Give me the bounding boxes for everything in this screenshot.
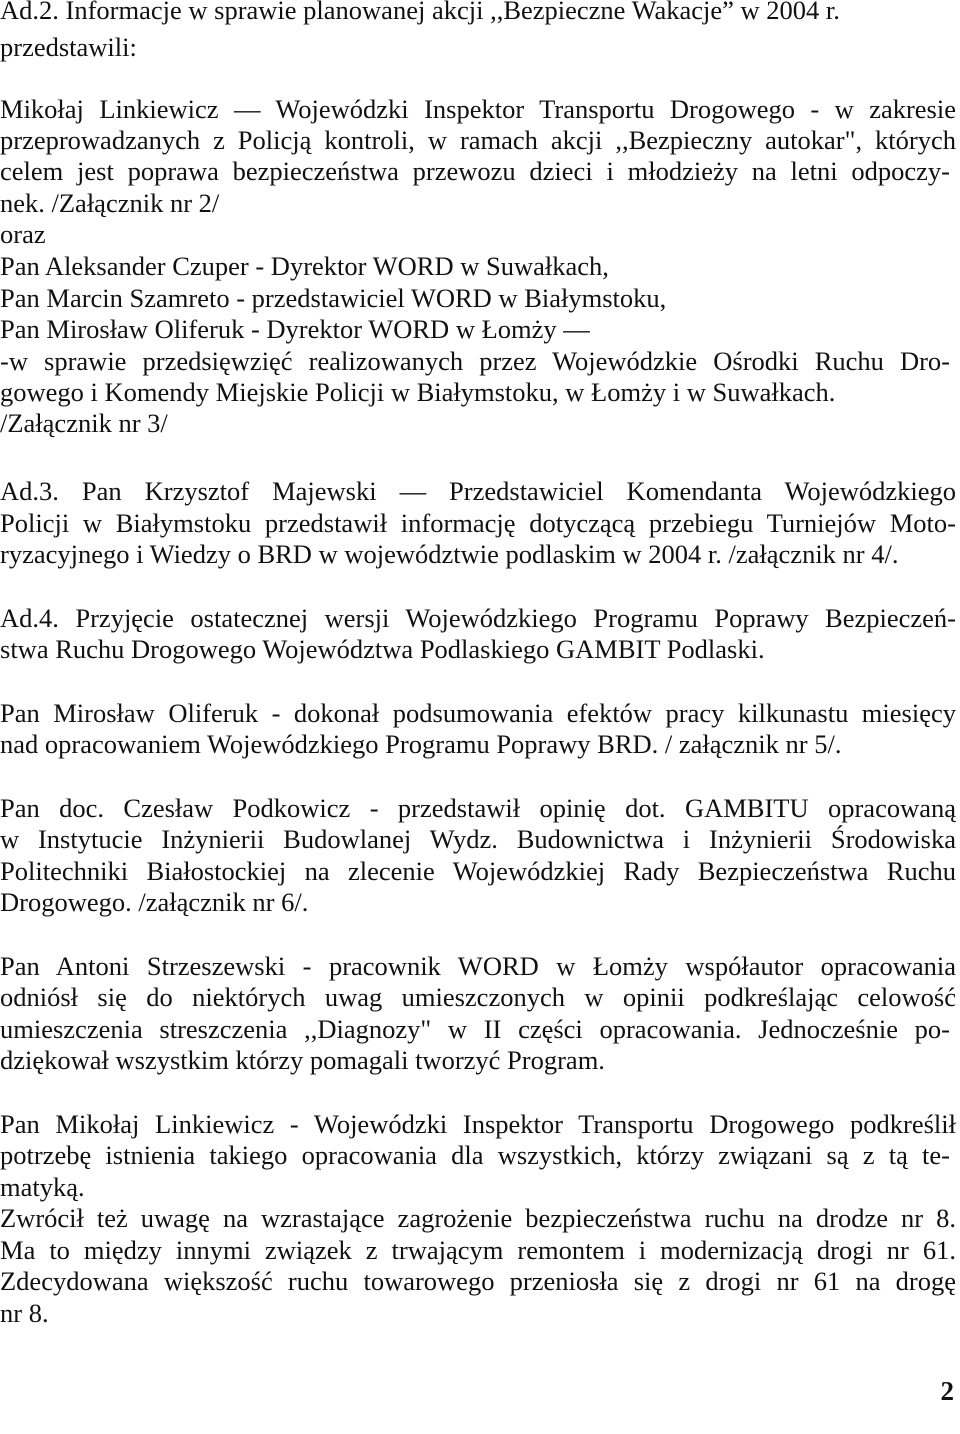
text-line: Zwrócił też uwagę na wzrastające zagrożenie bezpieczeństwa ruchu na drodze nr 8. <box>0 1203 956 1233</box>
text-line: Mikołaj Linkiewicz — Wojewódzki Inspektor Transportu Drogowego - w zakresie <box>0 94 956 124</box>
text-line: Policji w Białymstoku przedstawił informację dotyczącą przebiegu Turniejów Moto- <box>0 508 956 538</box>
text-line: -w sprawie przedsięwzięć realizowanych przez Wojewódzkie Ośrodki Ruchu Dro- <box>0 346 950 376</box>
text-line: potrzebę istnienia takiego opracowania dla wszystkich, którzy związani są z tą te- <box>0 1140 950 1170</box>
text-line: Pan Mikołaj Linkiewicz - Wojewódzki Inspektor Transportu Drogowego podkreślił <box>0 1109 956 1139</box>
text-line: w Instytucie Inżynierii Budowlanej Wydz. Budownictwa i Inżynierii Środowiska <box>0 824 956 854</box>
page-number: 2 <box>940 1376 954 1406</box>
text-line: dziękował wszystkim którzy pomagali tworzyć Program. <box>0 1045 605 1075</box>
text-line: nr 8. <box>0 1298 49 1328</box>
text-line: Pan Marcin Szamreto - przedstawiciel WORD w Białymstoku, <box>0 283 667 313</box>
text-line: gowego i Komendy Miejskie Policji w Białymstoku, w Łomży i w Suwałkach. <box>0 377 836 407</box>
text-line: celem jest poprawa bezpieczeństwa przewozu dzieci i młodzieży na letni odpoczy- <box>0 156 950 186</box>
text-line: nad opracowaniem Wojewódzkiego Programu Poprawy BRD. / załącznik nr 5/. <box>0 729 842 759</box>
text-line: oraz <box>0 219 46 249</box>
text-line: ryzacyjnego i Wiedzy o BRD w województwie podlaskim w 2004 r. /załącznik nr 4/. <box>0 539 899 569</box>
text-line: odniósł się do niektórych uwag umieszczonych w opinii podkreślając celowość <box>0 982 956 1012</box>
text-line: Ma to między innymi związek z trwającym remontem i modernizacją drogi nr 61. <box>0 1235 956 1265</box>
text-line: matyką. <box>0 1172 85 1202</box>
text-line: umieszczenia streszczenia ,,Diagnozy" w II części opracowania. Jednocześnie po- <box>0 1014 950 1044</box>
text-line: Pan Aleksander Czuper - Dyrektor WORD w Suwałkach, <box>0 251 609 281</box>
agenda-item-4: Ad.4. Przyjęcie ostatecznej wersji Wojewódzkiego Programu Poprawy Bezpieczeń- <box>0 603 956 633</box>
text-line: Pan Mirosław Oliferuk - Dyrektor WORD w Łomży — <box>0 314 590 344</box>
text-line: Pan Mirosław Oliferuk - dokonał podsumowania efektów pracy kilkunastu miesięcy <box>0 698 956 728</box>
agenda-item-3: Ad.3. Pan Krzysztof Majewski — Przedstawiciel Komendanta Wojewódzkiego <box>0 476 956 506</box>
text-line: stwa Ruchu Drogowego Województwa Podlaskiego GAMBIT Podlaski. <box>0 634 765 664</box>
text-line: Pan Antoni Strzeszewski - pracownik WORD w Łomży współautor opracowania <box>0 951 956 981</box>
text-line: Politechniki Białostockiej na zlecenie Wojewódzkiej Rady Bezpieczeństwa Ruchu <box>0 856 956 886</box>
text-line: przeprowadzanych z Policją kontroli, w ramach akcji ,,Bezpieczny autokar", których <box>0 125 956 155</box>
text-line: przedstawili: <box>0 32 137 62</box>
text-line: Drogowego. /załącznik nr 6/. <box>0 887 309 917</box>
text-line: Pan doc. Czesław Podkowicz - przedstawił opinię dot. GAMBITU opracowaną <box>0 793 956 823</box>
text-line: nek. /Załącznik nr 2/ <box>0 188 220 218</box>
agenda-item-2-heading: Ad.2. Informacje w sprawie planowanej akcji ,,Bezpieczne Wakacje” w 2004 r. <box>0 0 840 25</box>
text-line: Zdecydowana większość ruchu towarowego przeniosła się z drogi nr 61 na drogę <box>0 1266 956 1296</box>
text-line: /Załącznik nr 3/ <box>0 408 168 438</box>
